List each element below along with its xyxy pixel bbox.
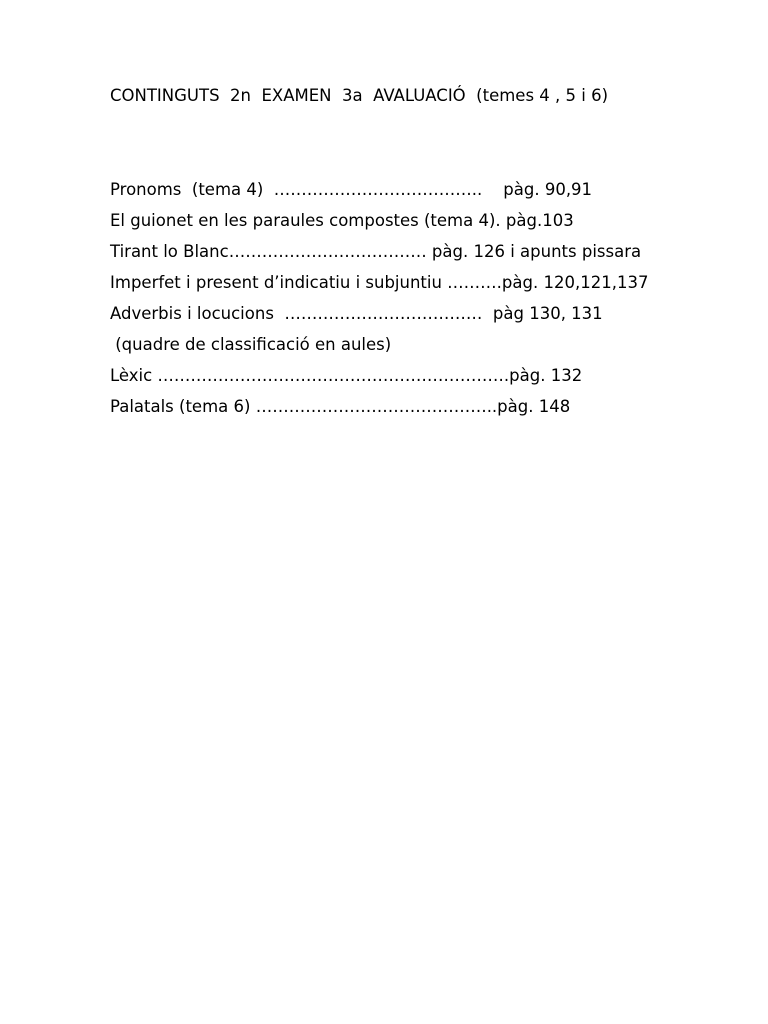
contents-item-guionet: El guionet en les paraules compostes (tema 4). pàg.103 xyxy=(110,211,574,230)
contents-list xyxy=(110,179,670,417)
contents-item-pronoms: Pronoms (tema 4) ……………………………….. pàg. 90,91 xyxy=(110,180,593,199)
document-title: CONTINGUTS 2n EXAMEN 3a AVALUACIÓ (temes 4 , 5 i 6) xyxy=(110,86,609,105)
contents-item-imperfet-present: Imperfet i present d’indicatiu i subjuntiu ……….pàg. 120,121,137 xyxy=(110,273,649,292)
contents-item-adverbis: Adverbis i locucions ……………………………… pàg 130, 131 xyxy=(110,304,603,323)
contents-item-lexic: Lèxic ……………………………………………………….pàg. 132 xyxy=(110,366,583,385)
contents-item-palatals: Palatals (tema 6) ……………………………………..pàg. 148 xyxy=(110,397,571,416)
contents-item-tirant-lo-blanc: Tirant lo Blanc……………………………… pàg. 126 i apunts pissara xyxy=(110,242,642,261)
document-page xyxy=(110,86,670,427)
contents-item-quadre: (quadre de classificació en aules) xyxy=(110,335,392,354)
